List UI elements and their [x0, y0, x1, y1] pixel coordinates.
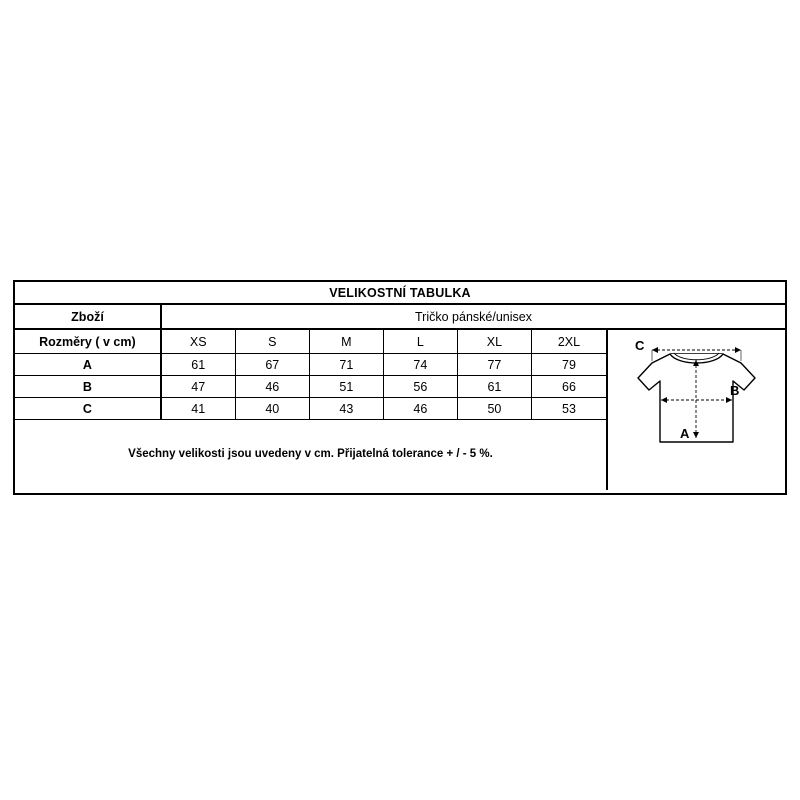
column-header-m: M: [310, 330, 384, 353]
cell-c-xs: 41: [162, 398, 236, 419]
table-row: [15, 354, 606, 376]
table-header-row: [15, 330, 606, 354]
cell-b-s: 46: [236, 376, 310, 397]
marker-c-label: C: [635, 338, 645, 353]
shirt-diagram: [608, 330, 785, 490]
cell-c-xl: 50: [458, 398, 532, 419]
cell-a-l: 74: [384, 354, 458, 375]
tshirt-icon: [608, 330, 789, 490]
row-label-a: A: [15, 354, 162, 375]
column-header-xs: XS: [162, 330, 236, 353]
goods-value: Tričko pánské/unisex: [415, 309, 532, 324]
goods-label: Zboží: [15, 305, 162, 328]
measurements-grid: [15, 330, 608, 490]
shirt-illustration-cell: [608, 330, 785, 490]
chart-title-row: [15, 282, 785, 305]
cell-a-m: 71: [310, 354, 384, 375]
table-row: [15, 398, 606, 420]
tolerance-note: Všechny velikosti jsou uvedeny v cm. Přijatelná tolerance + / - 5 %.: [128, 448, 493, 460]
cell-b-2xl: 66: [562, 379, 576, 394]
row-label-b: B: [15, 376, 162, 397]
column-header-s: S: [236, 330, 310, 353]
size-chart-table: [13, 280, 787, 495]
cell-b-xs: 47: [162, 376, 236, 397]
table-row: [15, 376, 606, 398]
cell-b-xl: 61: [458, 376, 532, 397]
cell-c-m: 43: [310, 398, 384, 419]
column-header-2xl: 2XL: [557, 334, 581, 349]
marker-b-label: B: [730, 383, 740, 398]
row-label-c: C: [15, 398, 162, 419]
cell-c-l: 46: [384, 398, 458, 419]
column-header-xl: XL: [458, 330, 532, 353]
cell-c-2xl: 53: [562, 401, 576, 416]
cell-a-xl: 77: [458, 354, 532, 375]
cell-a-s: 67: [236, 354, 310, 375]
cell-a-2xl: 79: [562, 357, 576, 372]
cell-a-xs: 61: [162, 354, 236, 375]
tolerance-note-row: [15, 420, 606, 488]
cell-b-m: 51: [310, 376, 384, 397]
marker-a-label: A: [680, 426, 690, 441]
column-header-l: L: [384, 330, 458, 353]
measurements-section: [15, 330, 785, 490]
dimensions-label: Rozměry ( v cm): [15, 330, 162, 353]
cell-b-l: 56: [384, 376, 458, 397]
page-title: VELIKOSTNÍ TABULKA: [329, 285, 471, 300]
goods-row: [15, 305, 785, 330]
cell-c-s: 40: [236, 398, 310, 419]
